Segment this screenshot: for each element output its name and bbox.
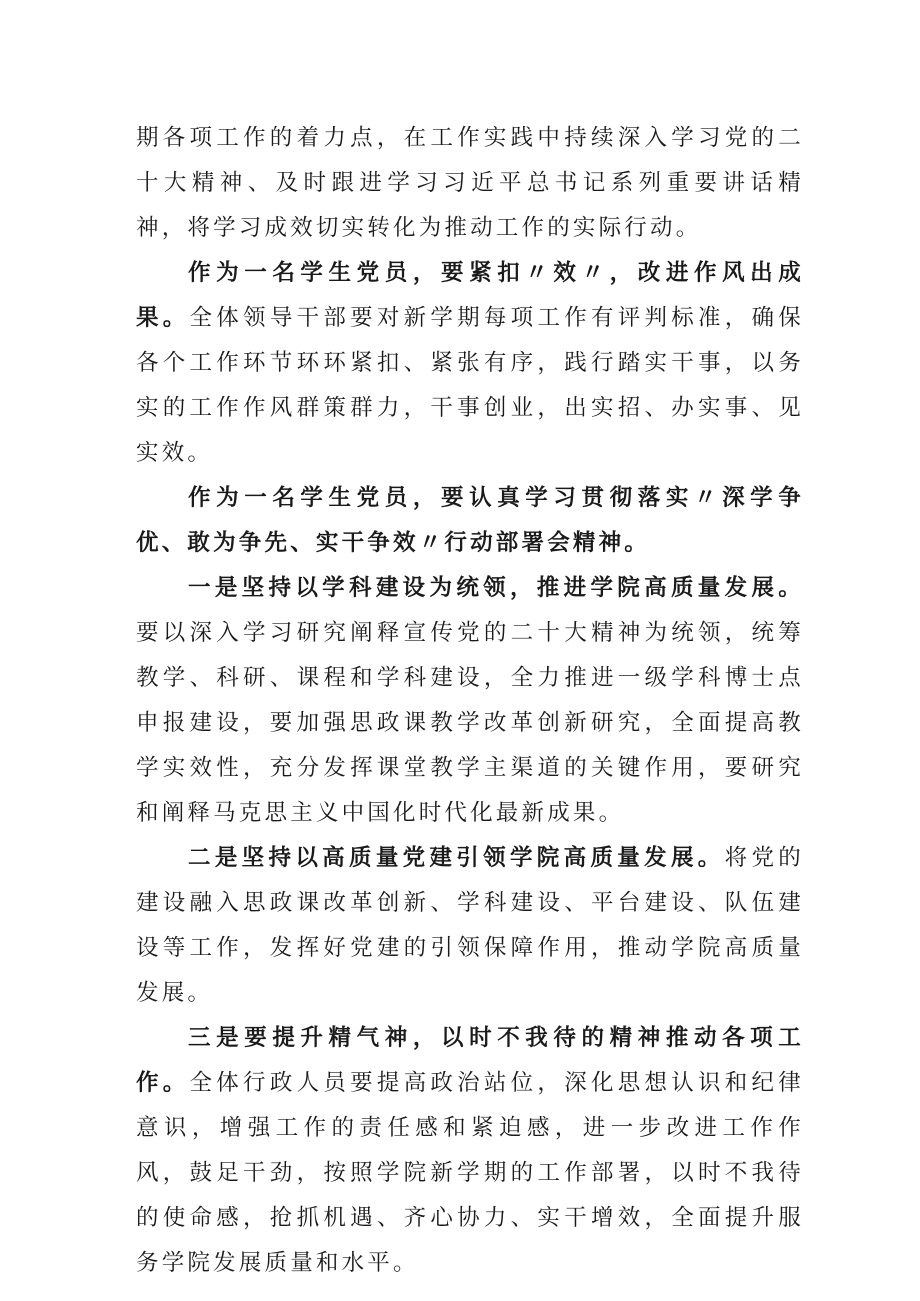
paragraph-meeting-spirit bbox=[136, 476, 804, 566]
paragraph-body: 全体行政人员要提高政治站位，深化思想认识和纪律意识，增强工作的责任感和紧迫感，进一步改进工作作风，鼓足干劲，按照学院新学期的工作部署，以时不我待的使命感，抢抓机遇、齐心协力、实干增效，全面提升服务学院发展质量和水平。 bbox=[136, 1070, 804, 1276]
paragraph-point-three bbox=[136, 1016, 804, 1286]
paragraph-lead: 一是坚持以学科建设为统领，推进学院高质量发展。 bbox=[188, 575, 804, 601]
paragraph-lead: 作为一名学生党员，要紧扣〃效〃，改进作风出成果。 bbox=[136, 260, 804, 331]
paragraph-continuation bbox=[136, 116, 804, 251]
paragraph-body: 要以深入学习研究阐释宣传党的二十大精神为统领，统筹教学、科研、课程和学科建设，全力推进一级学科博士点申报建设，要加强思政课教学改革创新研究，全面提高教学实效性，充分发挥课堂教学主渠道的关键作用，要研究和阐释马克思主义中国化时代化最新成果。 bbox=[136, 620, 804, 826]
paragraph-point-two bbox=[136, 836, 804, 1016]
paragraph-lead: 二是坚持以高质量党建引领学院高质量发展。 bbox=[188, 845, 725, 871]
paragraph-body: 期各项工作的着力点，在工作实践中持续深入学习党的二十大精神、及时跟进学习习近平总书记系列重要讲话精神，将学习成效切实转化为推动工作的实际行动。 bbox=[136, 125, 804, 241]
paragraph-lead: 三是要提升精气神，以时不我待的精神推动各项工作。 bbox=[136, 1025, 804, 1096]
paragraph-body: 全体领导干部要对新学期每项工作有评判标准，确保各个工作环节环环紧扣、紧张有序，践行踏实干事，以务实的工作作风群策群力，干事创业，出实招、办实事、见实效。 bbox=[136, 305, 804, 466]
paragraph-lead: 作为一名学生党员，要认真学习贯彻落实〃深学争优、敢为争先、实干争效〃行动部署会精神。 bbox=[136, 485, 804, 556]
paragraph-style-results bbox=[136, 251, 804, 476]
paragraph-body: 将党的建设融入思政课改革创新、学科建设、平台建设、队伍建设等工作，发挥好党建的引领保障作用，推动学院高质量发展。 bbox=[136, 845, 804, 1006]
document-page bbox=[136, 116, 804, 1286]
paragraph-point-one bbox=[136, 566, 804, 836]
